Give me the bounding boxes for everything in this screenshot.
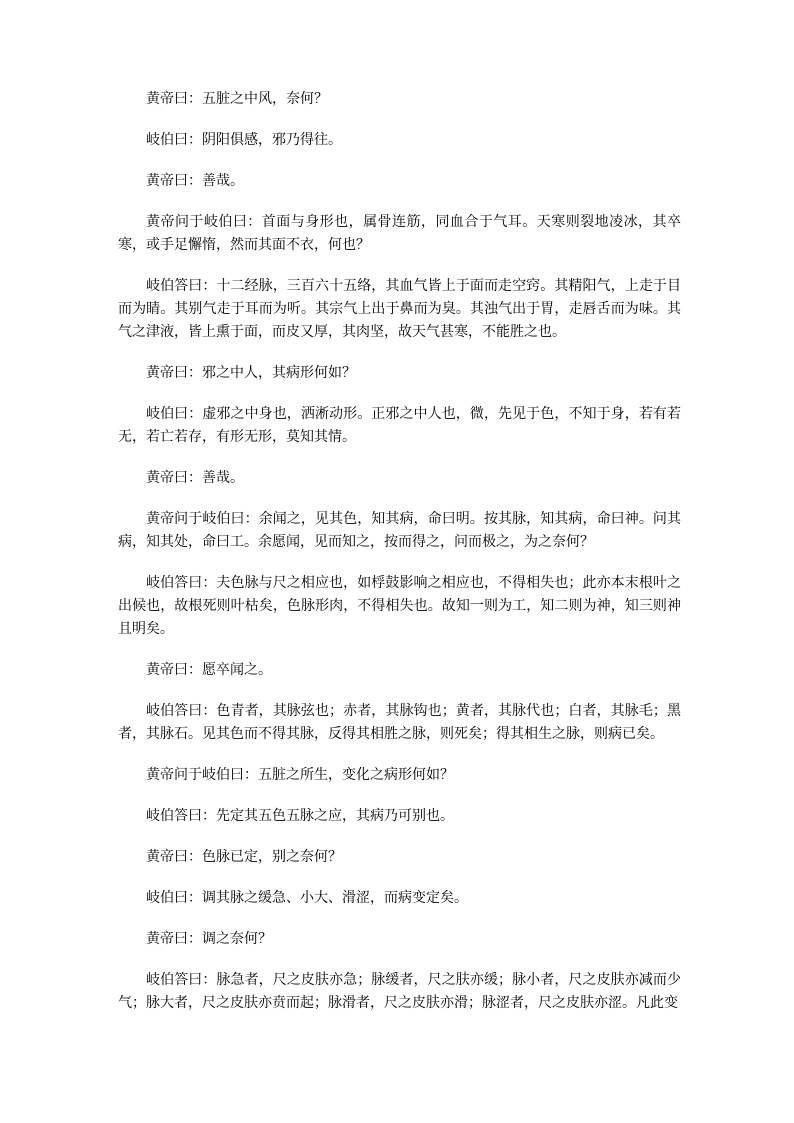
dialogue-paragraph: 黄帝曰：善哉。 — [146, 173, 244, 189]
dialogue-paragraph: 黄帝曰：调之奈何？ — [146, 931, 272, 947]
dialogue-paragraph: 黄帝问于岐伯曰：五脏之所生，变化之病形何如？ — [146, 767, 454, 783]
dialogue-paragraph: 黄帝问于岐伯曰：余闻之，见其色，知其病，命曰明。按其脉，知其病，命曰神。问其病，知其处，命曰工。余愿闻，见而知之，按而得之，问而极之，为之奈何？ — [118, 511, 681, 550]
dialogue-paragraph: 岐伯答曰：夫色脉与尺之相应也，如桴鼓影响之相应也，不得相失也；此亦本末根叶之出候也，故根死则叶枯矣，色脉形肉，不得相失也。故知一则为工，知二则为神，知三则神且明矣。 — [118, 575, 681, 637]
dialogue-paragraph: 黄帝曰：五脏之中风，奈何？ — [146, 91, 328, 107]
dialogue-paragraph: 岐伯曰：虚邪之中身也，洒淅动形。正邪之中人也，微，先见于色，不知于身，若有若无，若亡若存，有形无形，莫知其情。 — [118, 406, 681, 445]
dialogue-paragraph: 黄帝曰：愿卒闻之。 — [146, 662, 272, 678]
document-body — [118, 88, 681, 1033]
dialogue-paragraph: 黄帝曰：邪之中人，其病形何如？ — [146, 365, 356, 381]
dialogue-paragraph: 黄帝曰：善哉。 — [146, 470, 244, 486]
dialogue-paragraph: 岐伯答曰：十二经脉，三百六十五络，其血气皆上于面而走空窍。其精阳气，上走于目而为睛。其别气走于耳而为听。其宗气上出于鼻而为臭。其浊气出于胃，走唇舌而为味。其气之津液，皆上熏于面，而皮又厚，其肉坚，故天气甚寒，不能胜之也。 — [118, 278, 681, 340]
dialogue-paragraph: 黄帝问于岐伯曰：首面与身形也，属骨连筋，同血合于气耳。天寒则裂地凌冰，其卒寒，或手足懈惰，然而其面不衣，何也？ — [118, 214, 681, 253]
dialogue-paragraph: 岐伯曰：调其脉之缓急、小大、滑涩，而病变定矣。 — [146, 890, 468, 906]
dialogue-paragraph: 岐伯答曰：色青者，其脉弦也；赤者，其脉钩也；黄者，其脉代也；白者，其脉毛；黑者，其脉石。见其色而不得其脉，反得其相胜之脉，则死矣；得其相生之脉，则病已矣。 — [118, 703, 681, 742]
dialogue-paragraph: 岐伯答曰：先定其五色五脉之应，其病乃可别也。 — [146, 808, 454, 824]
dialogue-paragraph: 黄帝曰：色脉已定，别之奈何？ — [146, 849, 342, 865]
dialogue-paragraph: 岐伯答曰：脉急者，尺之皮肤亦急；脉缓者，尺之肤亦缓；脉小者，尺之皮肤亦减而少气；脉大者，尺之皮肤亦贲而起；脉滑者，尺之皮肤亦滑；脉涩者，尺之皮肤亦涩。凡此变 — [118, 972, 681, 1011]
dialogue-paragraph: 岐伯曰：阴阳俱感，邪乃得往。 — [146, 132, 342, 148]
